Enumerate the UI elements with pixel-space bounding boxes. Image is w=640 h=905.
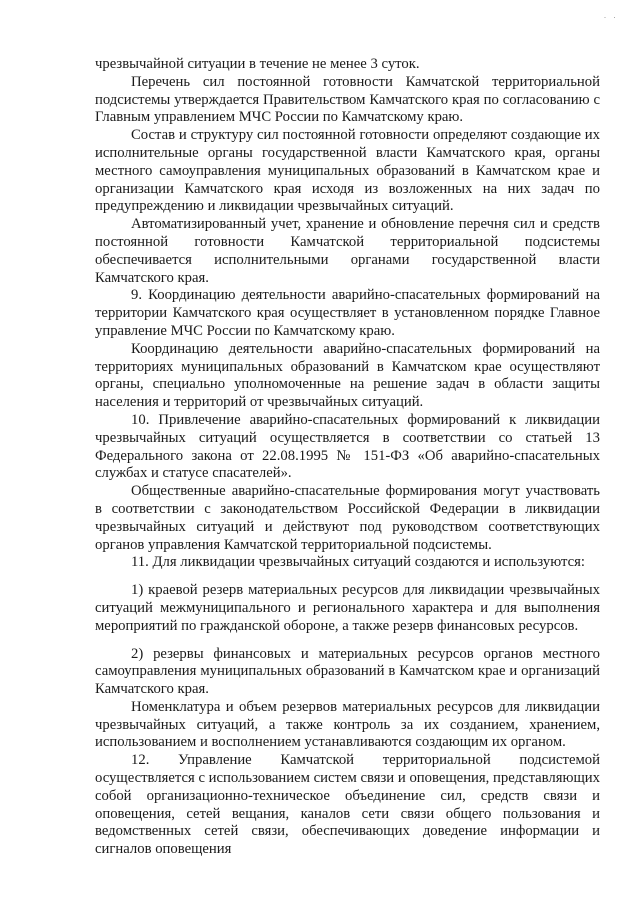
paragraph: Перечень сил постоянной готовности Камчатской территориальной подсистемы утверждается Правительством Камчатского края по согласованию с Главным управлением МЧС России по Камчатскому краю. — [95, 73, 600, 126]
paragraph-item-10: 10. Привлечение аварийно-спасательных формирований к ликвидации чрезвычайных ситуаций осуществляется в соответствии со статьей 13 Федерального закона от 22.08.1995 № 151-ФЗ «Об аварийно-спасательных службах и статусе спасателей». — [95, 411, 600, 482]
paragraph-item-9: 9. Координацию деятельности аварийно-спасательных формирований на территории Камчатского края осуществляет в установленном порядке Главное управление МЧС России по Камчатскому краю. — [95, 287, 600, 339]
paragraph: Номенклатура и объем резервов материальных ресурсов для ликвидации чрезвычайных ситуаций, а также контроль за их созданием, хранением, использованием и восполнением устанавливаются создающим их органом. — [95, 698, 600, 751]
paragraph: Автоматизированный учет, хранение и обновление перечня сил и средств постоянной готовности Камчатской территориальной подсистемы обеспечивается исполнительными органами государственной власти Камчатского края. — [95, 216, 600, 286]
corner-marks: · · — [603, 12, 618, 22]
paragraph: Координацию деятельности аварийно-спасательных формирований на территориях муниципальных образований в Камчатском крае осуществляют органы, специально уполномоченные на решение задач в области защиты населения и территорий от чрезвычайных ситуаций. — [95, 340, 600, 411]
list-item-1: 1) краевой резерв материальных ресурсов для ликвидации чрезвычайных ситуаций межмуниципального и регионального характера и для выполнения мероприятий по гражданской обороне, а также резерв финансовых ресурсов. — [95, 582, 600, 634]
paragraph-item-12: 12. Управление Камчатской территориальной подсистемой осуществляется с использованием систем связи и оповещения, представляющих собой организационно-техническое объединение сил, средств связи и оповещения, сетей вещания, каналов сети связи общего пользования и ведомственных сетей связи, обеспечивающих доведение информации и сигналов оповещения — [95, 752, 600, 858]
paragraph: Состав и структуру сил постоянной готовности определяют создающие их исполнительные органы государственной власти Камчатского края, органы местного самоуправления муниципальных образований в Камчатском крае и организации Камчатского края исходя из возложенных на них задач по предупреждению и ликвидации чрезвычайных ситуаций. — [95, 127, 600, 215]
paragraph: Общественные аварийно-спасательные формирования могут участвовать в соответствии с законодательством Российской Федерации в ликвидации чрезвычайных ситуаций и действуют под руководством соответствующих органов управления Камчатской территориальной подсистемы. — [95, 483, 600, 553]
document-body — [95, 56, 600, 859]
paragraph-item-11: 11. Для ликвидации чрезвычайных ситуаций создаются и используются: — [131, 554, 585, 571]
list-item-2: 2) резервы финансовых и материальных ресурсов органов местного самоуправления муниципальных образований в Камчатском крае и организаций Камчатского края. — [95, 645, 600, 698]
paragraph-continuation: чрезвычайной ситуации в течение не менее 3 суток. — [95, 56, 420, 72]
